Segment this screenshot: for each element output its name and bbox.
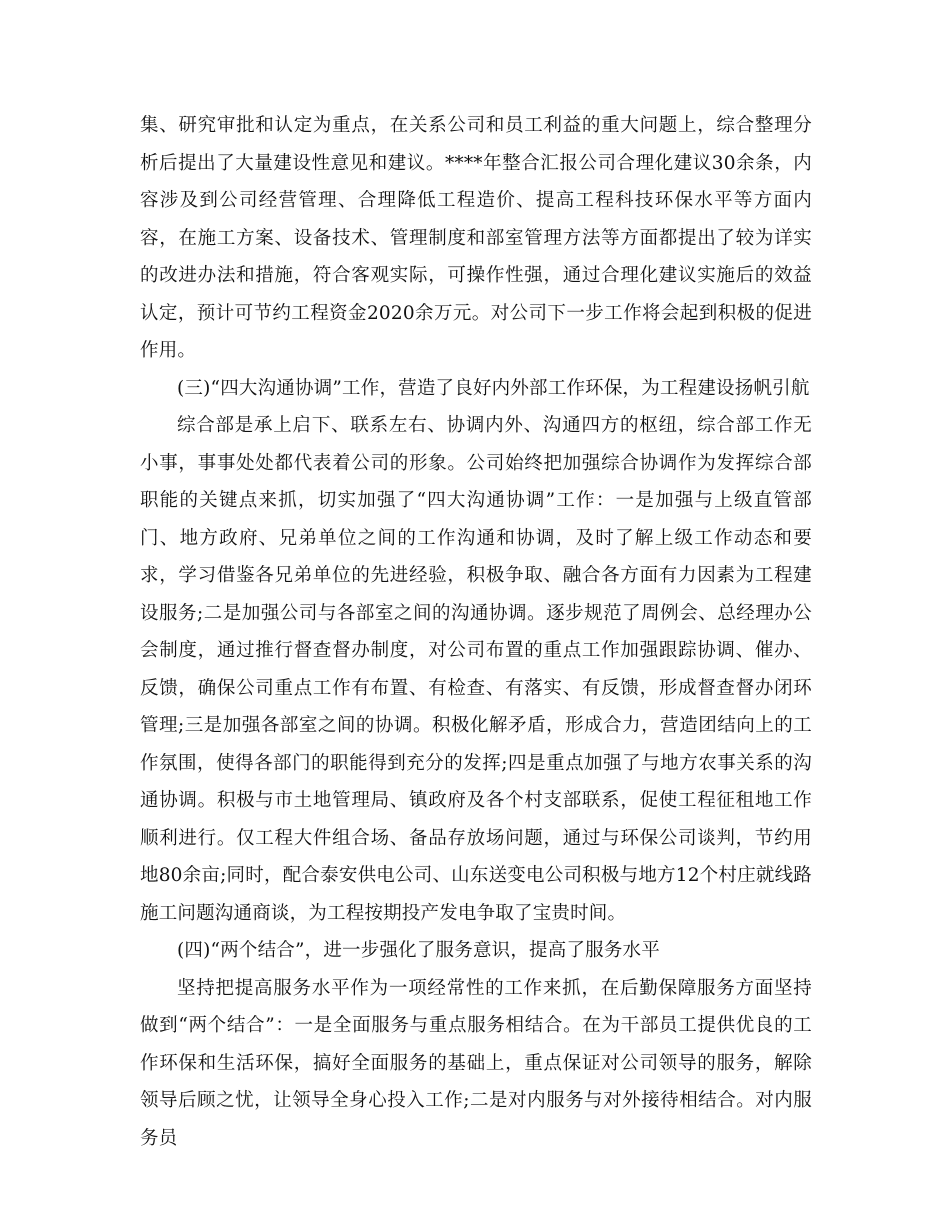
paragraph-continuation: 集、研究审批和认定为重点，在关系公司和员工利益的重大问题上，综合整理分析后提出了大量建设性意见和建议。****年整合汇报公司合理化建议30余条，内容涉及到公司经营管理、合理降低工程造价、提高工程科技环保水平等方面内容，在施工方案、设备技术、管理制度和部室管理方法等方面都提出了较为详实的改进办法和措施，符合客观实际，可操作性强，通过合理化建议实施后的效益认定，预计可节约工程资金2020余万元。对公司下一步工作将会起到积极的促进作用。 [140, 115, 812, 361]
paragraph-communication: 综合部是承上启下、联系左右、协调内外、沟通四方的枢纽，综合部工作无小事，事事处处都代表着公司的形象。公司始终把加强综合协调作为发挥综合部职能的关键点来抓，切实加强了“四大沟通协调”工作：一是加强与上级直管部门、地方政府、兄弟单位之间的工作沟通和协调，及时了解上级工作动态和要求，学习借鉴各兄弟单位的先进经验，积极争取、融合各方面有力因素为工程建设服务;二是加强公司与各部室之间的沟通协调。逐步规范了周例会、总经理办公会制度，通过推行督查督办制度，对公司布置的重点工作加强跟踪协调、催办、反馈，确保公司重点工作有布置、有检查、有落实、有反馈，形成督查督办闭环管理;三是加强各部室之间的协调。积极化解矛盾，形成合力，营造团结向上的工作氛围，使得各部门的职能得到充分的发挥;四是重点加强了与地方农事关系的沟通协调。积极与市土地管理局、镇政府及各个村支部联系，促使工程征租地工作顺利进行。仅工程大件组合场、备品存放场问题，通过与环保公司谈判，节约用地80余亩;同时，配合泰安供电公司、山东送变电公司积极与地方12个村庄就线路施工问题沟通商谈，为工程按期投产发电争取了宝贵时间。 [140, 415, 812, 924]
section-heading-three: (三)“四大沟通协调”工作，营造了良好内外部工作环保，为工程建设扬帆引航 [177, 377, 810, 399]
document-page [140, 107, 812, 1157]
section-heading-four: (四)“两个结合”，进一步强化了服务意识，提高了服务水平 [177, 940, 660, 961]
paragraph-service: 坚持把提高服务水平作为一项经常性的工作来抓，在后勤保障服务方面坚持做到“两个结合”：一是全面服务与重点服务相结合。在为干部员工提供优良的工作环保和生活环保，搞好全面服务的基础上，重点保证对公司领导的服务，解除领导后顾之忧，让领导全身心投入工作;二是对内服务与对外接待相结合。对内服务员 [140, 977, 812, 1149]
